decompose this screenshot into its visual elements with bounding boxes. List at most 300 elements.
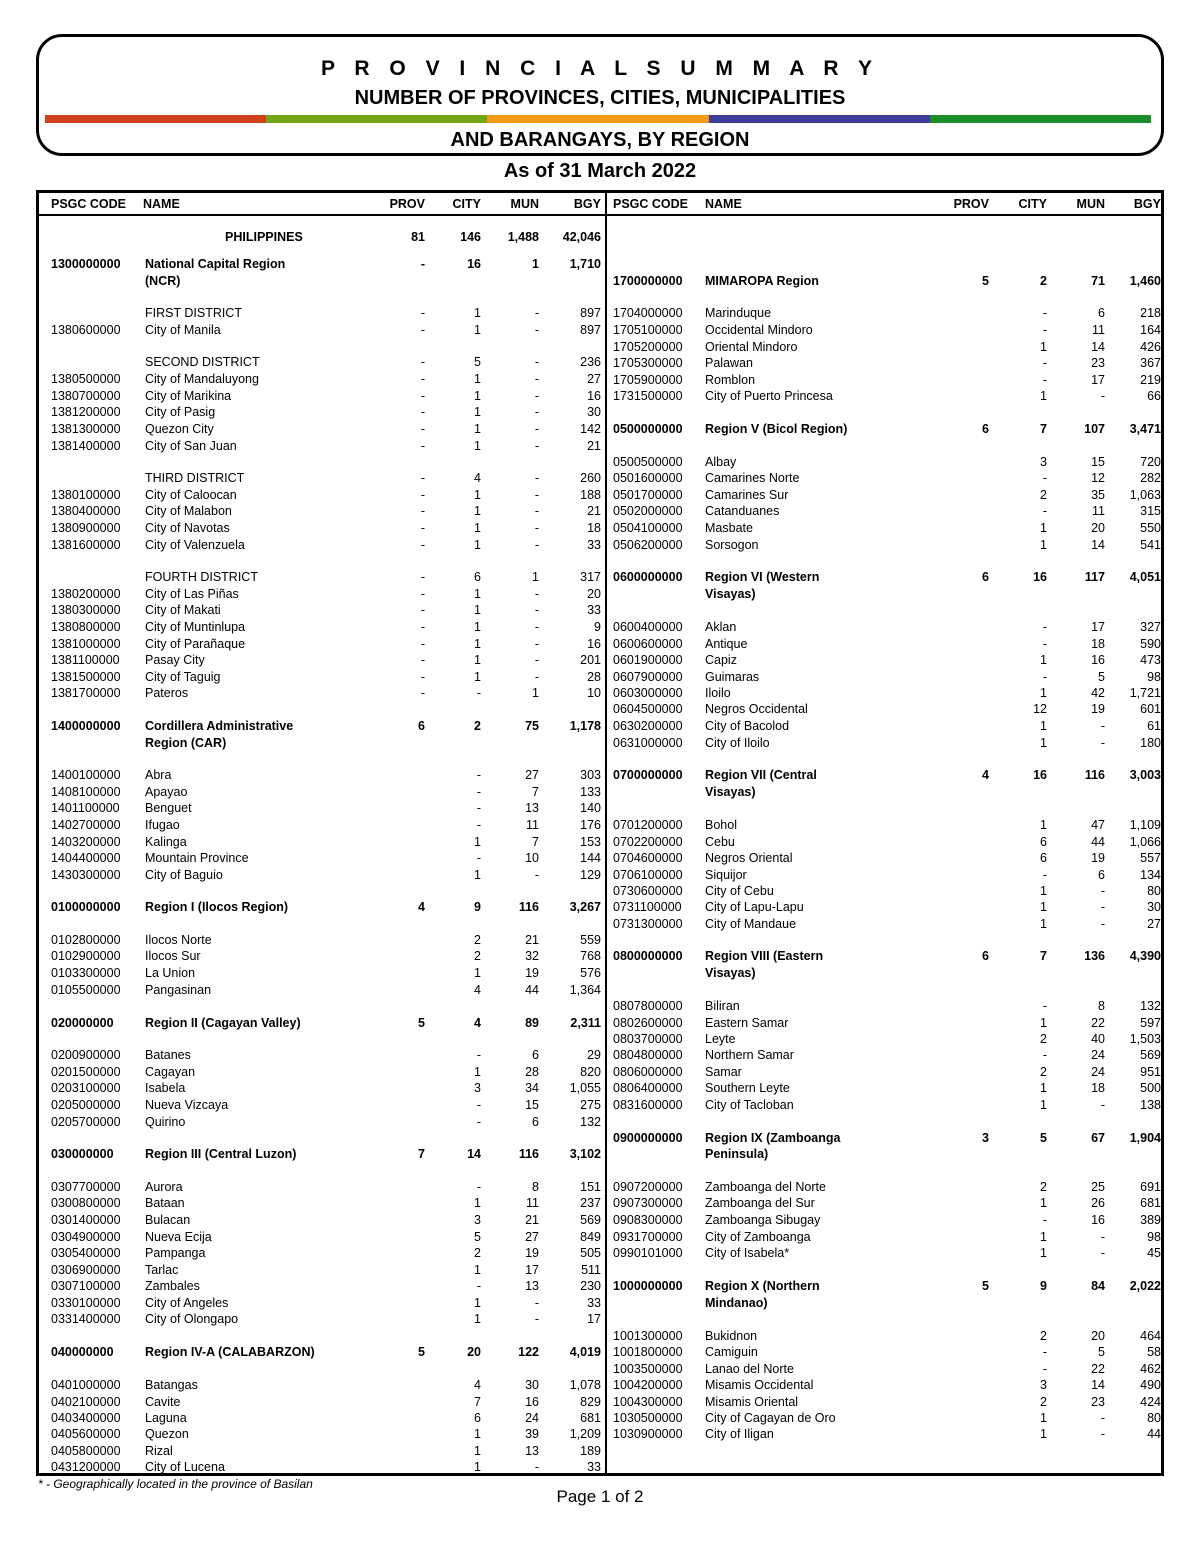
header-city-right: CITY bbox=[1018, 197, 1047, 211]
prov-count: 5 bbox=[982, 274, 989, 288]
mun-count: 5 bbox=[1098, 670, 1105, 684]
area-name: Negros Oriental bbox=[705, 851, 793, 865]
psgc-code: 0630200000 bbox=[613, 719, 683, 733]
bgy-count: 17 bbox=[587, 1312, 601, 1326]
area-name: Southern Leyte bbox=[705, 1081, 790, 1095]
psgc-code: 0402100000 bbox=[51, 1395, 121, 1409]
table-row bbox=[39, 521, 1161, 536]
table-row bbox=[39, 1296, 1161, 1311]
city-count: 6 bbox=[1040, 851, 1047, 865]
table-row bbox=[39, 323, 1161, 338]
bgy-count: 3,003 bbox=[1129, 768, 1161, 782]
mun-count: 18 bbox=[1091, 1081, 1105, 1095]
bgy-count: 236 bbox=[580, 355, 601, 369]
city-count: 7 bbox=[1040, 422, 1047, 436]
prov-count: - bbox=[420, 439, 425, 453]
area-name: SECOND DISTRICT bbox=[145, 355, 260, 369]
stripe-segment bbox=[266, 115, 487, 123]
city-count: 3 bbox=[1040, 455, 1047, 469]
psgc-code: 1705200000 bbox=[613, 340, 683, 354]
bgy-count: 189 bbox=[580, 1444, 601, 1458]
mun-count: 20 bbox=[1091, 521, 1105, 535]
bgy-count: 237 bbox=[580, 1196, 601, 1210]
bgy-count: 132 bbox=[580, 1115, 601, 1129]
psgc-code: 1404400000 bbox=[51, 851, 121, 865]
bgy-count: 61 bbox=[1147, 719, 1161, 733]
table-row bbox=[39, 1131, 1161, 1146]
city-count: 1 bbox=[1040, 818, 1047, 832]
city-count: 1 bbox=[1040, 1098, 1047, 1112]
psgc-code: 1001300000 bbox=[613, 1329, 683, 1343]
city-count: 9 bbox=[1040, 1279, 1047, 1293]
mun-count: - bbox=[534, 504, 539, 518]
bgy-count: 16 bbox=[587, 637, 601, 651]
psgc-code: 1705100000 bbox=[613, 323, 683, 337]
area-name: Sorsogon bbox=[705, 538, 759, 552]
city-count: 2 bbox=[474, 933, 481, 947]
table-row bbox=[39, 1312, 1161, 1327]
psgc-code: 0807800000 bbox=[613, 999, 683, 1013]
bgy-count: 1,710 bbox=[569, 257, 601, 271]
area-name: Quezon bbox=[145, 1427, 189, 1441]
bgy-count: 500 bbox=[1140, 1081, 1161, 1095]
area-name: City of Puerto Princesa bbox=[705, 389, 833, 403]
prov-count: - bbox=[420, 637, 425, 651]
psgc-code: 0600400000 bbox=[613, 620, 683, 634]
city-count: 1 bbox=[474, 1312, 481, 1326]
bgy-count: 21 bbox=[587, 504, 601, 518]
psgc-code: 0931700000 bbox=[613, 1230, 683, 1244]
mun-count: 30 bbox=[525, 1378, 539, 1392]
area-name: Albay bbox=[705, 455, 737, 469]
area-name: Zambales bbox=[145, 1279, 200, 1293]
table-row bbox=[39, 405, 1161, 420]
header-city-left: CITY bbox=[452, 197, 481, 211]
bgy-count: 33 bbox=[587, 603, 601, 617]
city-count: 1 bbox=[474, 653, 481, 667]
psgc-code: 0102900000 bbox=[51, 949, 121, 963]
mun-count: 18 bbox=[1091, 637, 1105, 651]
city-count: - bbox=[1042, 670, 1047, 684]
area-name: Masbate bbox=[705, 521, 753, 535]
psgc-code: 0203100000 bbox=[51, 1081, 121, 1095]
city-count: 1 bbox=[1040, 900, 1047, 914]
city-count: 1 bbox=[474, 603, 481, 617]
header-code-left: PSGC CODE bbox=[51, 197, 127, 211]
area-name: City of Taguig bbox=[145, 670, 221, 684]
page-subtitle-line2: AND BARANGAYS, BY REGION bbox=[450, 129, 750, 151]
table-row bbox=[39, 1065, 1161, 1080]
mun-count: - bbox=[534, 653, 539, 667]
city-count: 5 bbox=[474, 355, 481, 369]
area-name: Bukidnon bbox=[705, 1329, 758, 1343]
area-name: Misamis Occidental bbox=[705, 1378, 814, 1392]
area-name: Peninsula) bbox=[705, 1147, 769, 1161]
mun-count: 13 bbox=[525, 801, 539, 815]
area-name: City of Lapu-Lapu bbox=[705, 900, 804, 914]
city-count: - bbox=[1042, 471, 1047, 485]
mun-count: - bbox=[534, 405, 539, 419]
area-name: Region II (Cagayan Valley) bbox=[145, 1016, 301, 1030]
prov-count: - bbox=[420, 257, 425, 271]
psgc-code: 1381000000 bbox=[51, 637, 121, 651]
area-name: City of Makati bbox=[145, 603, 221, 617]
table-row bbox=[39, 801, 1161, 816]
color-stripe bbox=[45, 115, 1151, 123]
bgy-count: 260 bbox=[580, 471, 601, 485]
bgy-count: 590 bbox=[1140, 637, 1161, 651]
area-name: City of Muntinlupa bbox=[145, 620, 246, 634]
city-count: 9 bbox=[474, 900, 481, 914]
psgc-code: 0700000000 bbox=[613, 768, 683, 782]
bgy-count: 180 bbox=[1140, 736, 1161, 750]
bgy-count: 45 bbox=[1147, 1246, 1161, 1260]
area-name: Zamboanga del Norte bbox=[705, 1180, 826, 1194]
mun-count: 25 bbox=[1091, 1180, 1105, 1194]
city-count: 5 bbox=[474, 1230, 481, 1244]
mun-count: - bbox=[1100, 389, 1105, 403]
bgy-count: 134 bbox=[1140, 868, 1161, 882]
bgy-count: 20 bbox=[587, 587, 601, 601]
table-row bbox=[39, 1115, 1161, 1130]
mun-count: - bbox=[534, 488, 539, 502]
city-count: - bbox=[1042, 1213, 1047, 1227]
mun-count: 12 bbox=[1091, 471, 1105, 485]
bgy-count: 511 bbox=[581, 1263, 601, 1277]
bgy-count: 559 bbox=[580, 933, 601, 947]
bgy-count: 30 bbox=[587, 405, 601, 419]
area-name: Siquijor bbox=[705, 868, 747, 882]
bgy-count: 317 bbox=[580, 570, 601, 584]
header-mun-right: MUN bbox=[1076, 197, 1105, 211]
mun-count: 71 bbox=[1091, 274, 1105, 288]
bgy-count: 327 bbox=[1140, 620, 1161, 634]
table-row bbox=[39, 736, 1161, 751]
stripe-segment bbox=[487, 115, 708, 123]
psgc-code: 1380800000 bbox=[51, 620, 121, 634]
area-name: Region VIII (Eastern bbox=[705, 949, 824, 963]
table-row bbox=[39, 1444, 1161, 1459]
area-name: Negros Occidental bbox=[705, 702, 808, 716]
mun-count: 40 bbox=[1091, 1032, 1105, 1046]
city-count: 1 bbox=[1040, 1196, 1047, 1210]
area-name: Visayas) bbox=[705, 966, 756, 980]
area-name: Cebu bbox=[705, 835, 735, 849]
header-bgy-right: BGY bbox=[1133, 197, 1161, 211]
psgc-code: 1381500000 bbox=[51, 670, 121, 684]
bgy-count: 1,460 bbox=[1129, 274, 1161, 288]
mun-count: 75 bbox=[525, 719, 539, 733]
area-name: Aurora bbox=[145, 1180, 183, 1194]
city-count: 4 bbox=[474, 1378, 481, 1392]
table-row bbox=[39, 768, 1161, 783]
psgc-code: 1400000000 bbox=[51, 719, 121, 733]
city-count: - bbox=[1042, 306, 1047, 320]
psgc-code: 0307700000 bbox=[51, 1180, 121, 1194]
prov-count: - bbox=[420, 603, 425, 617]
area-name: City of Zamboanga bbox=[705, 1230, 811, 1244]
area-name: City of Cebu bbox=[705, 884, 774, 898]
summary-table bbox=[36, 190, 1164, 1476]
mun-count: - bbox=[534, 439, 539, 453]
mun-count: 44 bbox=[1091, 835, 1105, 849]
area-name: Northern Samar bbox=[705, 1048, 794, 1062]
area-name: Camiguin bbox=[705, 1345, 758, 1359]
city-count: 1 bbox=[474, 868, 481, 882]
prov-count: - bbox=[420, 670, 425, 684]
mun-count: 22 bbox=[1091, 1362, 1105, 1376]
mun-count: - bbox=[1100, 1246, 1105, 1260]
area-name: Cordillera Administrative bbox=[145, 719, 294, 733]
area-name: Zamboanga Sibugay bbox=[705, 1213, 821, 1227]
mun-count: 47 bbox=[1091, 818, 1105, 832]
area-name: Mindanao) bbox=[705, 1296, 768, 1310]
mun-count: 14 bbox=[1091, 1378, 1105, 1392]
city-count: 1 bbox=[1040, 917, 1047, 931]
city-count: 1 bbox=[474, 1444, 481, 1458]
psgc-code: 1004300000 bbox=[613, 1395, 683, 1409]
psgc-code: 0806000000 bbox=[613, 1065, 683, 1079]
area-name: National Capital Region bbox=[145, 257, 286, 271]
area-name: FIRST DISTRICT bbox=[145, 306, 242, 320]
area-name: City of Angeles bbox=[145, 1296, 229, 1310]
mun-count: 32 bbox=[525, 949, 539, 963]
table-row bbox=[39, 999, 1161, 1014]
table-row bbox=[39, 620, 1161, 635]
psgc-code: 0601900000 bbox=[613, 653, 683, 667]
area-name: Guimaras bbox=[705, 670, 760, 684]
mun-count: - bbox=[534, 538, 539, 552]
city-count: 1 bbox=[1040, 884, 1047, 898]
table-row bbox=[39, 917, 1161, 932]
bgy-count: 98 bbox=[1147, 1230, 1161, 1244]
bgy-count: 1,503 bbox=[1129, 1032, 1161, 1046]
area-name: Iloilo bbox=[705, 686, 731, 700]
psgc-code: 0300800000 bbox=[51, 1196, 121, 1210]
city-count: 3 bbox=[474, 1081, 481, 1095]
city-count: - bbox=[1042, 1345, 1047, 1359]
header-bgy-left: BGY bbox=[573, 197, 601, 211]
city-count: - bbox=[1042, 323, 1047, 337]
bgy-count: 9 bbox=[594, 620, 601, 634]
area-name: Abra bbox=[145, 768, 172, 782]
city-count: 1 bbox=[1040, 719, 1047, 733]
table-row bbox=[39, 455, 1161, 470]
psgc-code: 1381400000 bbox=[51, 439, 121, 453]
psgc-code: 0900000000 bbox=[613, 1131, 683, 1145]
prov-count: 6 bbox=[418, 719, 425, 733]
mun-count: - bbox=[534, 355, 539, 369]
mun-count: - bbox=[534, 637, 539, 651]
area-name: City of Baguio bbox=[145, 868, 223, 882]
city-count: 1 bbox=[1040, 1016, 1047, 1030]
table-row bbox=[39, 1230, 1161, 1245]
city-count: - bbox=[1042, 999, 1047, 1013]
city-count: 1 bbox=[474, 1427, 481, 1441]
mun-count: 10 bbox=[525, 851, 539, 865]
bgy-count: 27 bbox=[1147, 917, 1161, 931]
page-number: Page 1 of 2 bbox=[556, 1487, 644, 1506]
mun-count: 15 bbox=[525, 1098, 539, 1112]
bgy-count: 2,022 bbox=[1129, 1279, 1161, 1293]
area-name: Region IX (Zamboanga bbox=[705, 1131, 841, 1145]
bgy-count: 768 bbox=[580, 949, 601, 963]
psgc-code: 1001800000 bbox=[613, 1345, 683, 1359]
city-count: 20 bbox=[467, 1345, 481, 1359]
psgc-code: 0431200000 bbox=[51, 1460, 121, 1474]
table-row bbox=[39, 818, 1161, 833]
city-count: - bbox=[1042, 1048, 1047, 1062]
city-count: 2 bbox=[1040, 1032, 1047, 1046]
bgy-count: 27 bbox=[587, 372, 601, 386]
area-name: City of Mandaue bbox=[705, 917, 797, 931]
area-name: City of Valenzuela bbox=[145, 538, 245, 552]
bgy-count: 4,051 bbox=[1129, 570, 1161, 584]
psgc-code: 0200900000 bbox=[51, 1048, 121, 1062]
bgy-count: 541 bbox=[1140, 538, 1161, 552]
city-count: - bbox=[476, 1279, 481, 1293]
bgy-count: 3,102 bbox=[569, 1147, 601, 1161]
area-name: Bulacan bbox=[145, 1213, 191, 1227]
area-name: City of Manila bbox=[145, 323, 221, 337]
table-row bbox=[39, 1081, 1161, 1096]
bgy-count: 275 bbox=[580, 1098, 601, 1112]
city-count: 16 bbox=[467, 257, 481, 271]
bgy-count: 829 bbox=[580, 1395, 601, 1409]
area-name: City of Mandaluyong bbox=[145, 372, 259, 386]
psgc-code: 1381100000 bbox=[51, 653, 120, 667]
psgc-code: 0907200000 bbox=[613, 1180, 683, 1194]
area-name: Tarlac bbox=[145, 1263, 179, 1277]
area-name: Bohol bbox=[705, 818, 737, 832]
psgc-code: 0201500000 bbox=[51, 1065, 121, 1079]
psgc-code: 1300000000 bbox=[51, 257, 121, 271]
mun-count: 116 bbox=[518, 1147, 539, 1161]
bgy-count: 4,390 bbox=[1129, 949, 1161, 963]
mun-count: - bbox=[1100, 1230, 1105, 1244]
mun-count: - bbox=[1100, 917, 1105, 931]
city-count: 1 bbox=[474, 1065, 481, 1079]
area-name: Camarines Sur bbox=[705, 488, 789, 502]
area-name: Capiz bbox=[705, 653, 737, 667]
bgy-count: 424 bbox=[1140, 1395, 1161, 1409]
psgc-code: 0506200000 bbox=[613, 538, 683, 552]
psgc-code: 1380700000 bbox=[51, 389, 121, 403]
psgc-code: 040000000 bbox=[51, 1345, 114, 1359]
bgy-count: 219 bbox=[1140, 373, 1161, 387]
prov-count: - bbox=[420, 686, 425, 700]
city-count: - bbox=[476, 818, 481, 832]
mun-count: 16 bbox=[1091, 1213, 1105, 1227]
table-row bbox=[39, 274, 1161, 289]
mun-count: 27 bbox=[525, 1230, 539, 1244]
header-name-right: NAME bbox=[705, 197, 742, 211]
city-count: - bbox=[476, 1180, 481, 1194]
city-count: 1 bbox=[1040, 686, 1047, 700]
area-name: Visayas) bbox=[705, 785, 756, 799]
table-row bbox=[39, 373, 1161, 388]
footnote: * - Geographically located in the province of Basilan bbox=[38, 1477, 313, 1491]
mun-count: 22 bbox=[1091, 1016, 1105, 1030]
bgy-count: 849 bbox=[580, 1230, 601, 1244]
mun-count: - bbox=[534, 323, 539, 337]
city-count: 1 bbox=[474, 405, 481, 419]
mun-count: 28 bbox=[525, 1065, 539, 1079]
city-count: 6 bbox=[474, 1411, 481, 1425]
psgc-code: 0604500000 bbox=[613, 702, 683, 716]
area-name: Cavite bbox=[145, 1395, 181, 1409]
header-prov-left: PROV bbox=[389, 197, 425, 211]
mun-count: 6 bbox=[532, 1048, 539, 1062]
psgc-code: 0502000000 bbox=[613, 504, 683, 518]
mun-count: 116 bbox=[518, 900, 539, 914]
mun-count: 19 bbox=[525, 966, 539, 980]
psgc-code: 0803700000 bbox=[613, 1032, 683, 1046]
bgy-count: 1,721 bbox=[1129, 686, 1161, 700]
bgy-count: 720 bbox=[1140, 455, 1161, 469]
psgc-code: 0806400000 bbox=[613, 1081, 683, 1095]
psgc-code: 1380500000 bbox=[51, 372, 121, 386]
area-name: THIRD DISTRICT bbox=[145, 471, 245, 485]
bgy-count: 681 bbox=[1140, 1196, 1161, 1210]
area-name: Eastern Samar bbox=[705, 1016, 789, 1030]
mun-count: 19 bbox=[1091, 702, 1105, 716]
psgc-code: 0731300000 bbox=[613, 917, 683, 931]
table-row bbox=[39, 1395, 1161, 1410]
table-row bbox=[39, 1213, 1161, 1228]
area-name: Region IV-A (CALABARZON) bbox=[145, 1345, 315, 1359]
area-name: Apayao bbox=[145, 785, 188, 799]
bgy-count: 1,904 bbox=[1129, 1131, 1161, 1145]
table-row bbox=[39, 587, 1161, 602]
mun-count: - bbox=[1100, 900, 1105, 914]
psgc-code: 0307100000 bbox=[51, 1279, 121, 1293]
table-row bbox=[39, 439, 1161, 454]
city-count: 1 bbox=[474, 966, 481, 980]
area-name: Batanes bbox=[145, 1048, 191, 1062]
city-count: 1 bbox=[474, 504, 481, 518]
bgy-count: 597 bbox=[1140, 1016, 1161, 1030]
prov-count: 6 bbox=[982, 570, 989, 584]
city-count: 1 bbox=[1040, 1246, 1047, 1260]
mun-count: 16 bbox=[1091, 653, 1105, 667]
psgc-code: 0304900000 bbox=[51, 1230, 121, 1244]
area-name: City of Las Piñas bbox=[145, 587, 239, 601]
bgy-count: 462 bbox=[1140, 1362, 1161, 1376]
area-name: Pangasinan bbox=[145, 983, 212, 997]
city-count: - bbox=[476, 1098, 481, 1112]
bgy-count: 28 bbox=[587, 670, 601, 684]
mun-count: 19 bbox=[525, 1246, 539, 1260]
mun-count: - bbox=[534, 306, 539, 320]
area-name: Region (CAR) bbox=[145, 736, 227, 750]
bgy-count: 230 bbox=[580, 1279, 601, 1293]
bgy-count: 691 bbox=[1140, 1180, 1161, 1194]
area-name: City of Lucena bbox=[145, 1460, 225, 1474]
city-count: - bbox=[476, 1115, 481, 1129]
psgc-code: 1400100000 bbox=[51, 768, 121, 782]
area-name: City of Tacloban bbox=[705, 1098, 794, 1112]
city-count: 1 bbox=[474, 637, 481, 651]
psgc-code: 0330100000 bbox=[51, 1296, 121, 1310]
table-row bbox=[39, 1460, 1161, 1475]
mun-count: 11 bbox=[1092, 323, 1105, 337]
city-count: 1 bbox=[474, 538, 481, 552]
city-count: - bbox=[1042, 637, 1047, 651]
bgy-count: 42,046 bbox=[562, 230, 601, 244]
city-count: 1 bbox=[474, 488, 481, 502]
city-count: 6 bbox=[1040, 835, 1047, 849]
